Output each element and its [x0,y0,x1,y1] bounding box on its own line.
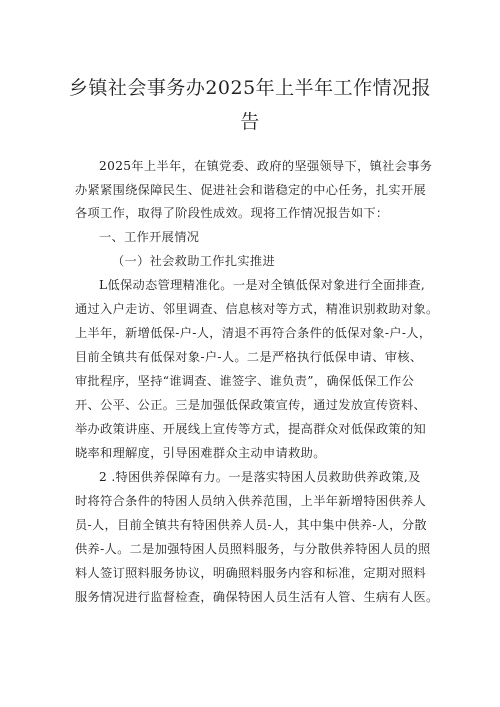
text-line: 料人签订照料服务协议，明确照料服务内容和标准，定期对照料 [75,566,427,580]
title-line: 乡镇社会事务办2025年上半年工作情况报 [68,77,432,99]
text-line: 通过入户走访、邻里调查、信息核对等方式，精准识别救助对象。 [75,302,439,316]
text-line: 供养-人。二是加强特困人员照料服务，与分散供养特困人员的照 [75,542,431,556]
text-line: 各项工作，取得了阶段性成效。现将工作情况报告如下： [75,206,389,220]
text-line: 审批程序，坚持“谁调查、谁签字、谁负责”，确保低保工作公 [75,374,415,388]
text-line: 目前全镇共有低保对象-户-人。二是严格执行低保申请、审核、 [75,350,423,364]
text-line: 上半年，新增低保-户-人，清退不再符合条件的低保对象-户-人， [75,326,432,340]
text-line: 举办政策讲座、开展线上宣传等方式，提高群众对低保政策的知 [75,422,427,436]
title-line: 告 [240,111,260,133]
text-line: L低保动态管理精准化。一是对全镇低保对象进行全面排查, [99,278,426,292]
document-title [60,71,440,139]
text-line: 2 .特困供养保障有力。一是落实特困人员救助供养政策,及 [99,470,421,484]
text-line: 晓率和理解度，引导困难群众主动申请救助。 [75,446,326,460]
text-line: 办紧紧围绕保障民生、促进社会和谐稳定的中心任务，扎实开展 [75,183,427,197]
text-line: 开、公平、公正。三是加强低保政策宣传，通过发放宣传资料、 [75,398,427,412]
text-line: 服务情况进行监督检查，确保特困人员生活有人管、生病有人医。 [75,590,439,604]
text-line: 时将符合条件的特困人员纳入供养范围，上半年新增特困供养人 [75,494,427,508]
document-page: 乡镇社会事务办2025年上半年工作情况报 告 2025年上半年，在镇党委、政府的坚强领导下，镇社会事务 办紧紧围绕保障民生、促进社会和谐稳定的中心任务，扎实开展 各项工作，取得了阶段性成效。现将工作情况报告如下： 一、工作开展情况 （一）社会救助工作扎实推进 L低保动态管理精准化。一是对全镇低保对象进行全面排查, 通过入户走访、邻里调查、信息核对等方式，精准识别救助对象。 上半年，新增低保-户-人，清退不再符合条件的低保对象-户-人， 目前全镇共有低保对象-户-人。二是严格执行低保申请、审核、 审批程序，坚持“谁调查、谁签字、谁负责”，确保低保工作公 开、公平、公正。三是加强低保政策宣传，通过发放宣传资料、 举办政策讲座、开展线上宣传等方式，提高群众对低保政策的知 晓率和理解度，引导困难群众主动申请救助。 2 .特困供养保障有力。一是落实特困人员救助供养政策,及 时将符合条件的特困人员纳入供养范围，上半年新增特困供养人 员-人，目前全镇共有特困供养人员-人，其中集中供养-人，分散 供养-人。二是加强特困人员照料服务，与分散供养特困人员的照 料人签订照料服务协议，明确照料服务内容和标准，定期对照料 服务情况进行监督检查，确保特困人员生活有人管、生病有人医。 [0,0,500,707]
text-line: 2025年上半年，在镇党委、政府的坚强领导下，镇社会事务 [99,159,433,173]
text-line: 员-人，目前全镇共有特困供养人员-人，其中集中供养-人，分散 [75,518,427,532]
